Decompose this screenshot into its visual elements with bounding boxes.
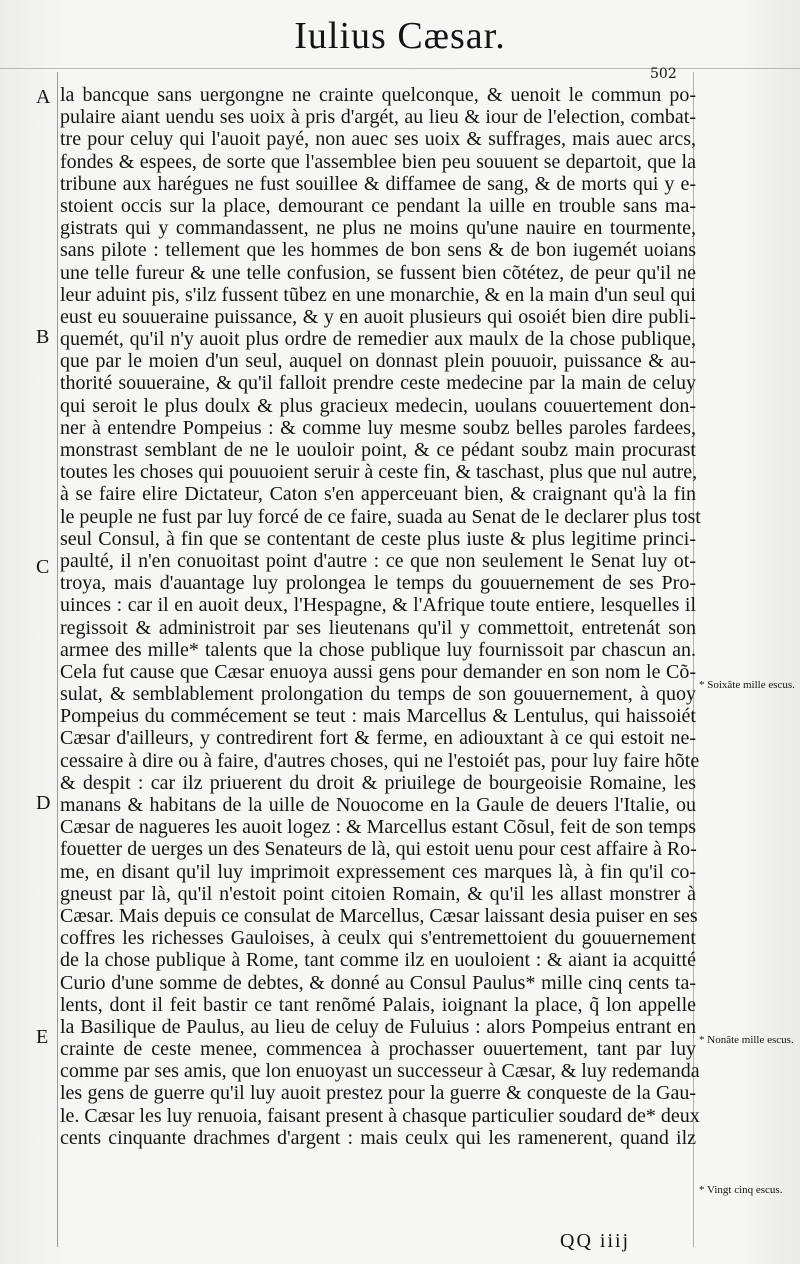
text-line: regissoit & administroit par ses lieutenans qu'il y commettoit, entretenát son <box>60 616 696 639</box>
text-line: comme par ses amis, que lon enuoyast un successeur à Cæsar, & luy redemanda <box>60 1060 700 1083</box>
text-line: Cæsar. Mais depuis ce consulat de Marcellus, Cæsar laissant desia puiser en ses <box>60 904 698 927</box>
text-line: quemét, qu'il n'y auoit plus ordre de remedier aux maulx de la chose publique, <box>60 328 696 351</box>
header-rule <box>0 68 800 69</box>
text-line: toutes les choses qui pouuoient seruir à ceste fin, & taschast, plus que nul autre, <box>60 461 698 484</box>
text-line: Cæsar de nagueres les auoit logez : & Marcellus estant Cõsul, feit de son temps <box>60 816 696 839</box>
text-line: manans & habitans de la uille de Nouocome en la Gaule de deuers l'Italie, ou <box>60 794 696 816</box>
text-line: sulat, & semblablement prolongation du temps de son gouuernement, à quoy <box>60 683 696 706</box>
text-line: Curio d'une somme de debtes, & donné au Consul Paulus* mille cinq cents ta- <box>60 971 696 994</box>
margin-note: * Nonãte mille escus. <box>699 1034 794 1046</box>
text-line: lents, dont il feit bastir ce tant renõmé Palais, ioignant la place, q̃ lon appelle <box>60 993 696 1016</box>
text-line: que par le moien d'un seul, auquel on donnast plein pouuoir, puissance & au- <box>60 350 696 373</box>
text-line: sans pilote : tellement que les hommes de bon sens & de bon iugemét uoians <box>60 239 696 262</box>
text-line: seul Consul, à fin que se contentant de ceste plus iuste & plus legitime princi- <box>60 527 696 550</box>
text-line: me, en disant qu'il luy imprimoit expressement ces marques là, à fin qu'il co- <box>60 860 696 883</box>
text-line: Cæsar d'ailleurs, y contredirent fort & ferme, en adiouxtant à ce qui estoit ne- <box>60 727 696 750</box>
text-line: leur aduint pis, s'ilz fussent tũbez en une monarchie, & en la main d'un seul qui <box>60 283 696 306</box>
text-line: fouetter de uerges un des Senateurs de là, qui estoit uenu pour cest affaire à Ro- <box>60 838 697 861</box>
text-line: qui seroit le plus doulx & plus gracieux medecin, uoulans couuertement don- <box>60 394 696 417</box>
text-line: Pompeius du commécement se teut : mais Marcellus & Lentulus, qui haissoiét <box>60 705 696 728</box>
text-line: les gens de guerre qu'il luy auoit prestez pour la guerre & conqueste de la Gau- <box>60 1082 696 1105</box>
text-line: paulté, il n'en conuoitast point d'autre : ce que non seulement le Senat luy ot- <box>60 549 696 572</box>
section-marker-d: D <box>36 792 51 814</box>
section-marker-b: B <box>36 326 50 348</box>
text-line: eust eu souueraine puissance, & y en auoit plusieurs qui osoiét bien dire publi- <box>60 305 696 328</box>
text-line: cessaire à dire ou à faire, d'autres choses, qui ne l'estoiét pas, pour luy faire hõte <box>60 749 700 772</box>
body-text <box>60 84 701 1149</box>
text-line: uinces : car il en auoit deux, l'Hespagne, & l'Afrique toute entiere, lesquelles il <box>60 594 696 617</box>
text-line: crainte de ceste menee, commencea à prochasser ouuertement, tant par luy <box>60 1038 696 1061</box>
page-number: 502 <box>650 66 677 82</box>
section-marker-a: A <box>36 86 51 108</box>
left-margin-rule <box>57 72 58 1247</box>
text-line: tre pour celuy qui l'auoit payé, non auec ses uoix & suffrages, mais auec arcs, <box>60 128 696 151</box>
text-line: la bancque sans uergongne ne crainte quelconque, & uenoit le commun po- <box>60 84 696 106</box>
text-line: stoient occis sur la place, demourant ce pendant la uille en trouble sans ma- <box>60 194 696 217</box>
section-marker-c: C <box>36 556 50 578</box>
text-line: thorité souueraine, & qu'il falloit prendre ceste medecine par la main de celuy <box>60 372 696 395</box>
text-line: cents cinquante drachmes d'argent : mais ceulx qui les ramenerent, quand ilz <box>60 1126 696 1149</box>
text-line: monstrast semblant de ne le uouloir point, & ce pédant soubz main procurast <box>60 439 696 461</box>
text-line: le peuple ne fust par luy forcé de ce faire, suada au Senat de le declarer plus tost <box>60 505 701 528</box>
margin-note: * Soixãte mille escus. <box>699 679 795 691</box>
signature-mark: QQ iiij <box>560 1230 631 1252</box>
text-line: la Basilique de Paulus, au lieu de celuy de Fuluius : alors Pompeius entrant en <box>60 1015 696 1038</box>
text-line: Cela fut cause que Cæsar enuoya aussi gens pour demander en son nom le Cõ- <box>60 660 696 683</box>
text-line: à se faire elire Dictateur, Caton s'en apperceuant bien, & craignant qu'à la fin <box>60 483 696 506</box>
text-line: de la chose publique à Rome, tant comme ilz en uouloient : & aiant ia acquitté <box>60 949 696 972</box>
text-line: armee des mille* talents que la chose publique luy fournissoit par chascun an. <box>60 638 696 661</box>
running-title: Iulius Cæsar. <box>294 15 506 57</box>
text-line: coffres les richesses Gauloises, à ceulx qui s'entremettoient du gouuernement <box>60 927 696 950</box>
text-line: ner à entendre Pompeius : & comme luy mesme soubz belles paroles fardees, <box>60 416 696 439</box>
text-line: gneust par là, qu'il n'estoit point citoien Romain, & qu'il les allast monstrer à <box>60 882 696 905</box>
text-line: troya, mais d'auantage luy prolongea le temps du gouuernement de ses Pro- <box>60 572 696 595</box>
margin-note: * Vingt cinq escus. <box>699 1184 783 1196</box>
text-line: une telle fureur & une telle confusion, se fussent bien cõtétez, de peur qu'il ne <box>60 261 696 284</box>
text-line: gistrats qui y commandassent, ne plus ne moins qu'une nauire en tourmente, <box>60 217 696 240</box>
text-line: fondes & espees, de sorte que l'assemblee bien peu souuent se departoit, que la <box>60 150 696 173</box>
text-line: pulaire aiant uendu ses uoix à pris d'argét, au lieu & iour de l'election, combat- <box>60 106 696 129</box>
text-line: & despit : car ilz priuerent du droit & priuilege de bourgeoisie Romaine, les <box>60 771 696 794</box>
section-marker-e: E <box>36 1026 49 1048</box>
text-line: le. Cæsar les luy renuoia, faisant present à chasque particulier soudard de* deux <box>60 1104 700 1127</box>
text-line: tribune aux harégues ne fust souillee & diffamee de sang, & de morts qui y e- <box>60 172 696 195</box>
